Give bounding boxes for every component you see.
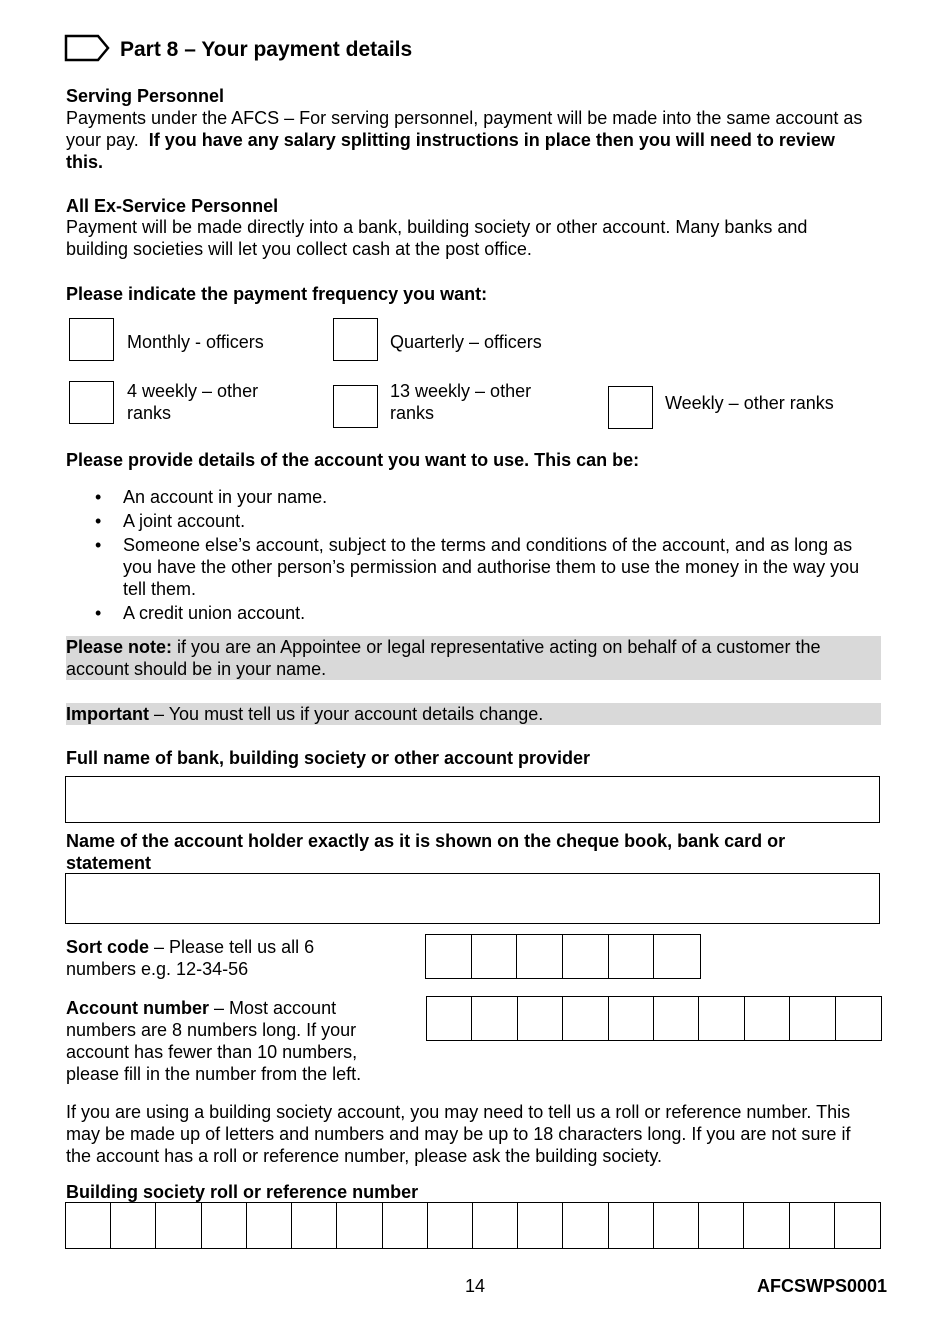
provider-label: Full name of bank, building society or other account provider [66,748,591,768]
ex-service-heading: All Ex-Service Personnel [66,196,279,216]
sort-code-digit-box[interactable] [654,935,700,978]
holder-label: Name of the account holder exactly as it is shown on the cheque book, bank card or statement [66,831,786,873]
important-text [66,703,878,725]
option-13-weekly: 13 weekly – other ranks [390,381,532,423]
sort-code-label [66,936,366,980]
note-label: Please note: [66,637,173,657]
roll-char-box[interactable] [156,1203,201,1248]
checkbox-weekly-other-ranks[interactable] [608,386,653,429]
list-item: • An account in your name. [66,486,878,508]
roll-char-box[interactable] [563,1203,608,1248]
roll-char-box[interactable] [518,1203,563,1248]
page-number: 14 [465,1276,486,1296]
account-details-heading: Please provide details of the account you want to use. This can be: [66,450,640,470]
roll-char-box[interactable] [66,1203,111,1248]
provider-input[interactable] [65,776,880,823]
holder-input[interactable] [65,873,880,924]
account-digit-box[interactable] [745,997,790,1040]
account-number-label-text: – Most account numbers are 8 numbers long. If your account has fewer than 10 numbers, please fill in the number from the left. [66,998,362,1084]
note-body: if you are an Appointee or legal representative acting on behalf of a customer the account should be in your name. [66,637,821,679]
page-title: Part 8 – Your payment details [120,38,413,61]
option-monthly-officers: Monthly - officers [127,332,264,352]
roll-char-box[interactable] [699,1203,744,1248]
tag-arrow-icon [64,34,110,62]
roll-char-box[interactable] [292,1203,337,1248]
ex-service-text: Payment will be made directly into a bank, building society or other account. Many banks and building societies will let you collect cash at the post office. [66,217,808,259]
serving-heading: Serving Personnel [66,86,225,106]
account-digit-box[interactable] [699,997,744,1040]
serving-text-bold: If you have any salary splitting instructions in place then you will need to review this. [66,130,835,172]
account-number-label [66,997,396,1085]
sort-code-digit-box[interactable] [563,935,609,978]
sort-code-label-text: – Please tell us all 6 numbers e.g. 12-34-56 [66,937,315,979]
roll-number-boxes[interactable] [65,1202,881,1249]
list-item: • Someone else’s account, subject to the terms and conditions of the account, and as long as you have the other person’s permission and authorise them to use the money in the way you tell them. [66,534,878,600]
option-weekly-other-ranks: Weekly – other ranks [665,393,834,413]
important-body: – You must tell us if your account details change. [149,704,544,724]
account-number-boxes[interactable] [426,996,882,1041]
checkbox-13-weekly[interactable] [333,385,378,428]
checkbox-monthly-officers[interactable] [69,318,114,361]
roll-number-label: Building society roll or reference number [66,1182,419,1202]
list-item: • A joint account. [66,510,878,532]
note-text [66,636,878,680]
checkbox-quarterly-officers[interactable] [333,318,378,361]
roll-char-box[interactable] [428,1203,473,1248]
roll-char-box[interactable] [247,1203,292,1248]
important-label: Important [66,704,149,724]
sort-code-label-bold: Sort code [66,937,150,957]
account-number-label-bold: Account number [66,998,210,1018]
option-quarterly-officers: Quarterly – officers [390,332,542,352]
serving-text-body: Payments under the AFCS – For serving personnel, payment will be made into the same account as your pay. [66,108,863,150]
roll-char-box[interactable] [654,1203,699,1248]
roll-char-box[interactable] [383,1203,428,1248]
list-item: • A credit union account. [66,602,878,624]
serving-text [66,107,866,173]
sort-code-digit-box[interactable] [426,935,472,978]
account-digit-box[interactable] [472,997,517,1040]
sort-code-digit-box[interactable] [517,935,563,978]
sort-code-digit-box[interactable] [609,935,655,978]
account-digit-box[interactable] [609,997,654,1040]
roll-char-box[interactable] [744,1203,789,1248]
roll-char-box[interactable] [202,1203,247,1248]
checkbox-4-weekly[interactable] [69,381,114,424]
roll-char-box[interactable] [835,1203,880,1248]
account-digit-box[interactable] [518,997,563,1040]
roll-char-box[interactable] [111,1203,156,1248]
sort-code-digit-box[interactable] [472,935,518,978]
account-types-list [66,486,878,624]
roll-char-box[interactable] [337,1203,382,1248]
frequency-heading: Please indicate the payment frequency you want: [66,284,488,304]
option-4-weekly: 4 weekly – other ranks [127,381,259,423]
form-code: AFCSWPS0001 [757,1276,888,1296]
account-digit-box[interactable] [836,997,881,1040]
account-digit-box[interactable] [790,997,835,1040]
account-digit-box[interactable] [427,997,472,1040]
roll-char-box[interactable] [473,1203,518,1248]
account-digit-box[interactable] [654,997,699,1040]
roll-char-box[interactable] [790,1203,835,1248]
roll-char-box[interactable] [609,1203,654,1248]
building-society-text: If you are using a building society account, you may need to tell us a roll or reference number. This may be made up of letters and numbers and may be up to 18 characters long. If you are not sure if the account has a roll or reference number, please ask the building society. [66,1102,851,1166]
account-digit-box[interactable] [563,997,608,1040]
sort-code-boxes[interactable] [425,934,701,979]
